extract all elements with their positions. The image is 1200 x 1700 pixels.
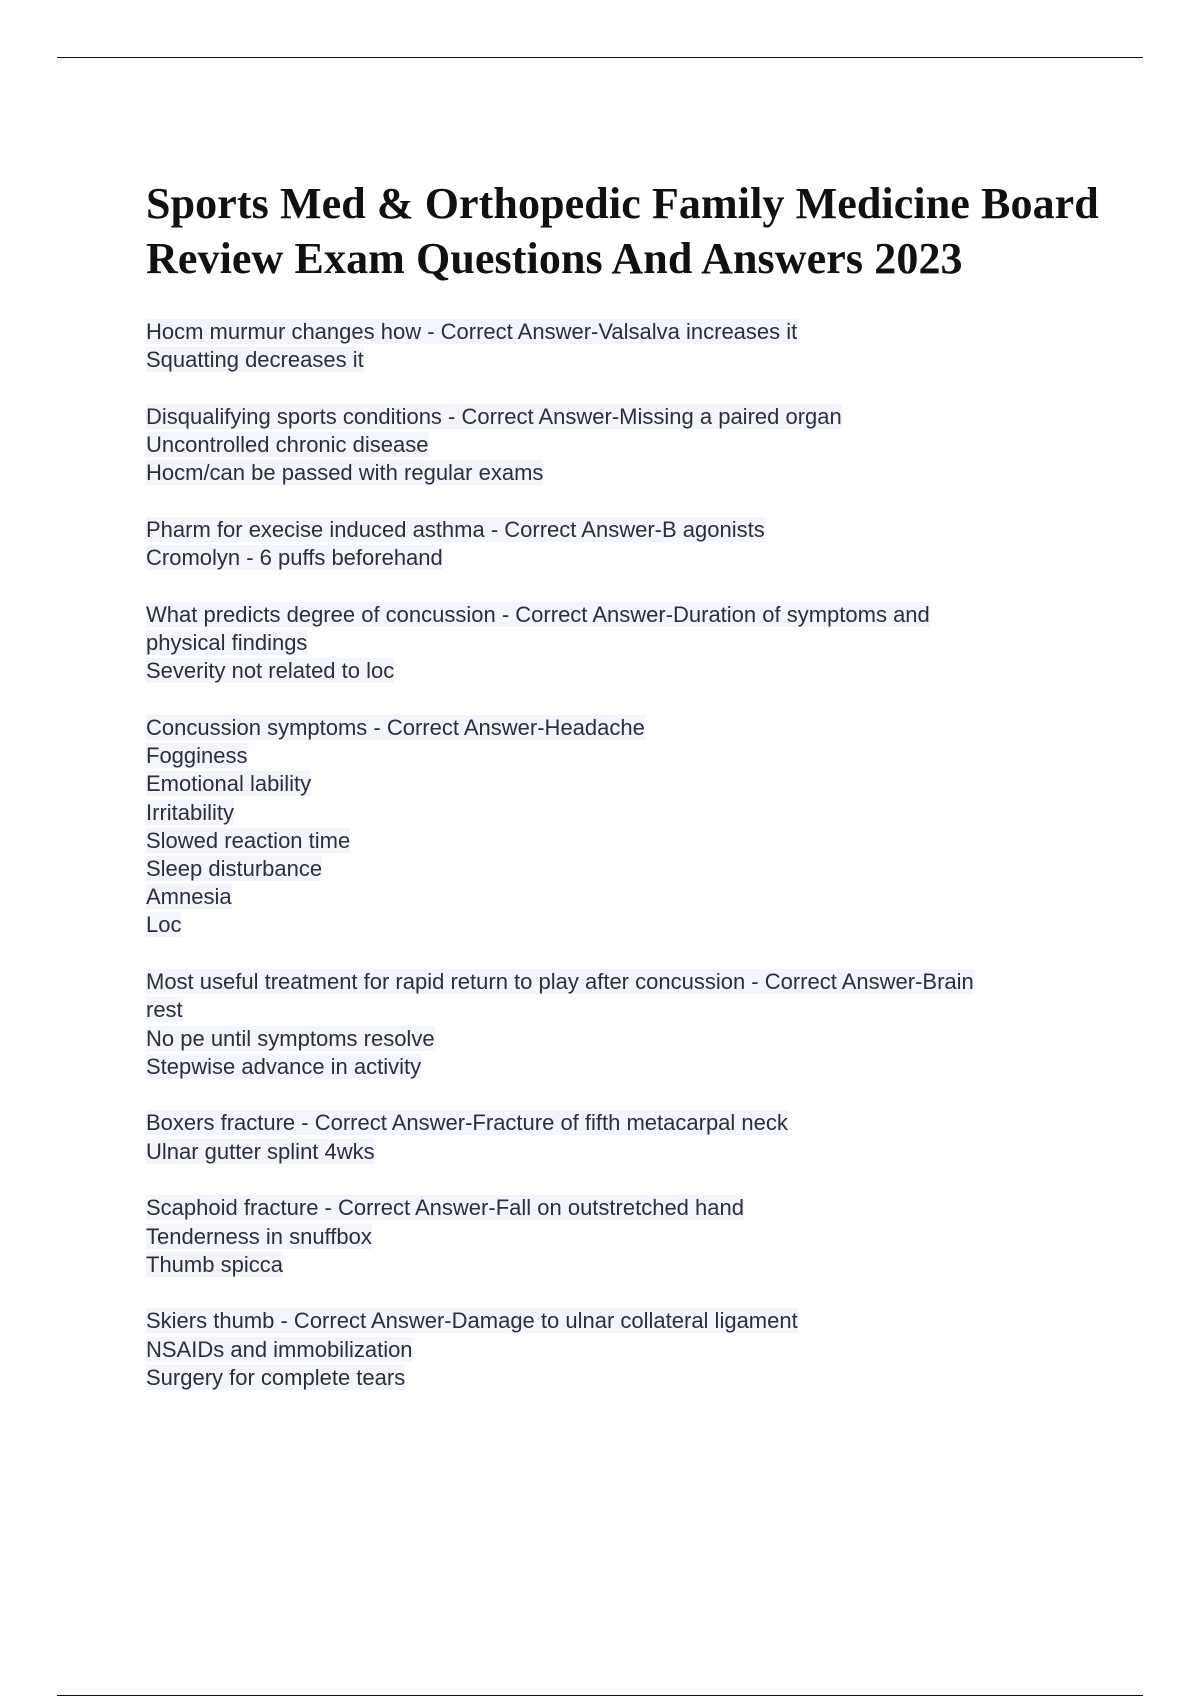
qa-line: physical findings: [146, 630, 308, 656]
qa-line: rest: [146, 997, 183, 1023]
qa-line: Concussion symptoms - Correct Answer-Headache: [146, 715, 645, 741]
qa-item: [146, 318, 1106, 374]
qa-line: Amnesia: [146, 884, 232, 910]
qa-line: Hocm murmur changes how - Correct Answer-Valsalva increases it: [146, 319, 798, 344]
qa-item: [146, 516, 1106, 572]
top-rule: [57, 57, 1143, 58]
qa-line: Severity not related to loc: [146, 658, 395, 684]
document-body: [146, 176, 1106, 1421]
qa-line: Cromolyn - 6 puffs beforehand: [146, 545, 443, 571]
qa-line: NSAIDs and immobilization: [146, 1336, 413, 1362]
qa-line: No pe until symptoms resolve: [146, 1025, 435, 1051]
qa-item: [146, 601, 1106, 686]
qa-line: Most useful treatment for rapid return to play after concussion - Correct Answer-Brain: [146, 969, 974, 995]
qa-line: Loc: [146, 912, 182, 938]
qa-line: Slowed reaction time: [146, 827, 351, 853]
qa-line: Uncontrolled chronic disease: [146, 432, 429, 458]
qa-line: Fogginess: [146, 743, 248, 769]
qa-line: Squatting decreases it: [146, 347, 364, 373]
qa-item: [146, 403, 1106, 488]
qa-line: Irritability: [146, 799, 235, 825]
qa-line: Pharm for execise induced asthma - Correct Answer-B agonists: [146, 517, 765, 543]
qa-line: Hocm/can be passed with regular exams: [146, 460, 544, 486]
qa-line: Disqualifying sports conditions - Correct Answer-Missing a paired organ: [146, 403, 842, 429]
qa-item: [146, 1109, 1106, 1165]
qa-line: Ulnar gutter splint 4wks: [146, 1138, 375, 1164]
qa-line: Scaphoid fracture - Correct Answer-Fall on outstretched hand: [146, 1195, 744, 1221]
qa-item: [146, 968, 1106, 1081]
qa-line: Emotional lability: [146, 771, 312, 797]
document-title: Sports Med & Orthopedic Family Medicine Board Review Exam Questions And Answers 2023: [146, 179, 1099, 283]
qa-line: Skiers thumb - Correct Answer-Damage to ulnar collateral ligament: [146, 1308, 798, 1334]
bottom-rule: [57, 1695, 1143, 1696]
qa-list: [146, 318, 1106, 1392]
qa-item: [146, 1307, 1106, 1392]
qa-line: Boxers fracture - Correct Answer-Fracture of fifth metacarpal neck: [146, 1110, 788, 1136]
qa-line: Tenderness in snuffbox: [146, 1223, 372, 1249]
qa-line: Surgery for complete tears: [146, 1364, 406, 1390]
qa-item: [146, 714, 1106, 940]
qa-line: Stepwise advance in activity: [146, 1053, 422, 1079]
qa-item: [146, 1194, 1106, 1279]
qa-line: Sleep disturbance: [146, 856, 323, 882]
qa-line: What predicts degree of concussion - Correct Answer-Duration of symptoms and: [146, 601, 930, 627]
qa-line: Thumb spicca: [146, 1251, 283, 1277]
